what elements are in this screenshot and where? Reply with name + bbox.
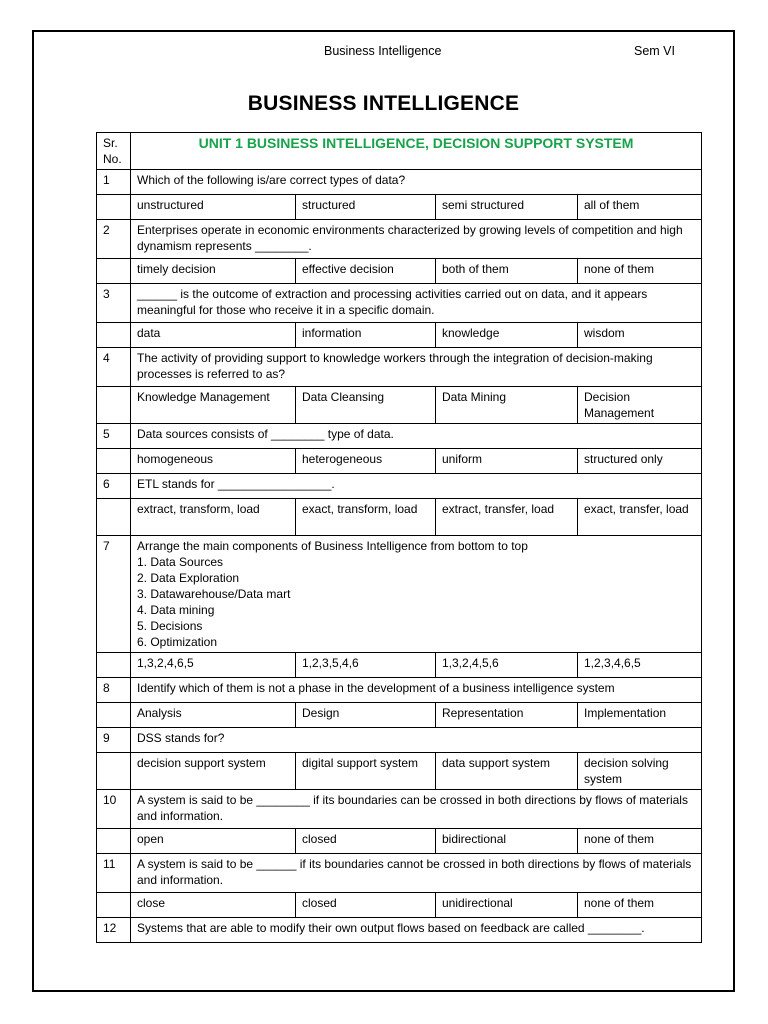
option-d: Decision Management — [578, 387, 702, 424]
component-list — [137, 554, 695, 650]
options-row — [97, 653, 702, 678]
option-b: closed — [296, 893, 436, 918]
question-number: 6 — [97, 474, 131, 499]
option-b: structured — [296, 195, 436, 220]
option-a: close — [131, 893, 296, 918]
unit-title: UNIT 1 BUSINESS INTELLIGENCE, DECISION SUPPORT SYSTEM — [131, 133, 702, 170]
option-c: uniform — [436, 449, 578, 474]
options-row — [97, 499, 702, 536]
option-c: semi structured — [436, 195, 578, 220]
question-row — [97, 728, 702, 753]
empty-cell — [97, 195, 131, 220]
question-text: Which of the following is/are correct types of data? — [131, 170, 702, 195]
question-number: 4 — [97, 348, 131, 387]
question-number: 9 — [97, 728, 131, 753]
question-row — [97, 678, 702, 703]
option-d: 1,2,3,4,6,5 — [578, 653, 702, 678]
option-a: decision support system — [131, 753, 296, 790]
list-item: 5. Decisions — [137, 619, 203, 633]
question-text: ______ is the outcome of extraction and processing activities carried out on data, and it appears meaningful for those who receive it in a specific domain. — [131, 284, 702, 323]
option-c: unidirectional — [436, 893, 578, 918]
option-b: closed — [296, 829, 436, 854]
empty-cell — [97, 703, 131, 728]
options-row — [97, 449, 702, 474]
option-a: Knowledge Management — [131, 387, 296, 424]
list-item: 2. Data Exploration — [137, 571, 240, 585]
option-b: information — [296, 323, 436, 348]
option-d: wisdom — [578, 323, 702, 348]
question-row — [97, 220, 702, 259]
option-d: none of them — [578, 829, 702, 854]
empty-cell — [97, 653, 131, 678]
options-row — [97, 195, 702, 220]
options-row — [97, 387, 702, 424]
option-d: none of them — [578, 893, 702, 918]
options-row — [97, 753, 702, 790]
question-row — [97, 170, 702, 195]
option-b: digital support system — [296, 753, 436, 790]
option-b: Design — [296, 703, 436, 728]
option-a: Analysis — [131, 703, 296, 728]
options-row — [97, 703, 702, 728]
empty-cell — [97, 387, 131, 424]
question-row — [97, 348, 702, 387]
question-row — [97, 536, 702, 653]
empty-cell — [97, 893, 131, 918]
question-row — [97, 424, 702, 449]
option-d: Implementation — [578, 703, 702, 728]
option-b: heterogeneous — [296, 449, 436, 474]
question-text: The activity of providing support to knowledge workers through the integration of decision-making processes is referred to as? — [131, 348, 702, 387]
option-c: data support system — [436, 753, 578, 790]
empty-cell — [97, 323, 131, 348]
list-item: 4. Data mining — [137, 603, 215, 617]
option-a: extract, transform, load — [131, 499, 296, 536]
options-row — [97, 893, 702, 918]
list-item: 1. Data Sources — [137, 555, 224, 569]
question-row — [97, 918, 702, 943]
question-text: Data sources consists of ________ type of data. — [131, 424, 702, 449]
option-d: none of them — [578, 259, 702, 284]
option-b: exact, transform, load — [296, 499, 436, 536]
table-header-row — [97, 133, 702, 170]
option-d: structured only — [578, 449, 702, 474]
question-row — [97, 284, 702, 323]
header-semester: Sem VI — [634, 44, 675, 58]
question-text: ETL stands for _________________. — [131, 474, 702, 499]
question-number: 7 — [97, 536, 131, 653]
question-text: DSS stands for? — [131, 728, 702, 753]
option-a: homogeneous — [131, 449, 296, 474]
option-c: knowledge — [436, 323, 578, 348]
question-row — [97, 474, 702, 499]
question-text: A system is said to be ______ if its boundaries cannot be crossed in both directions by flows of materials and information. — [131, 854, 702, 893]
sr-no-header: Sr. No. — [97, 133, 131, 170]
option-c: extract, transfer, load — [436, 499, 578, 536]
header-title: Business Intelligence — [324, 44, 442, 58]
page-frame — [32, 30, 735, 992]
option-c: both of them — [436, 259, 578, 284]
question-text: A system is said to be ________ if its boundaries can be crossed in both directions by flows of materials and information. — [131, 790, 702, 829]
option-b: Data Cleansing — [296, 387, 436, 424]
list-item: 3. Datawarehouse/Data mart — [137, 587, 291, 601]
option-c: bidirectional — [436, 829, 578, 854]
option-d: decision solving system — [578, 753, 702, 790]
empty-cell — [97, 829, 131, 854]
option-c: 1,3,2,4,5,6 — [436, 653, 578, 678]
page-title: BUSINESS INTELLIGENCE — [247, 92, 520, 115]
question-text: Systems that are able to modify their own output flows based on feedback are called ________. — [131, 918, 702, 943]
option-a: 1,3,2,4,6,5 — [131, 653, 296, 678]
question-text: Enterprises operate in economic environments characterized by growing levels of competition and high dynamism represents ________. — [131, 220, 702, 259]
question-number: 8 — [97, 678, 131, 703]
empty-cell — [97, 753, 131, 790]
option-a: data — [131, 323, 296, 348]
option-a: unstructured — [131, 195, 296, 220]
option-c: Representation — [436, 703, 578, 728]
option-b: effective decision — [296, 259, 436, 284]
question-row — [97, 854, 702, 893]
question-text: Arrange the main components of Business Intelligence from bottom to top — [137, 539, 528, 553]
question-row — [97, 790, 702, 829]
question-number: 12 — [97, 918, 131, 943]
option-c: Data Mining — [436, 387, 578, 424]
option-a: timely decision — [131, 259, 296, 284]
empty-cell — [97, 499, 131, 536]
question-text: Identify which of them is not a phase in the development of a business intelligence system — [131, 678, 702, 703]
list-item: 6. Optimization — [137, 635, 218, 649]
question-number: 1 — [97, 170, 131, 195]
empty-cell — [97, 259, 131, 284]
options-row — [97, 259, 702, 284]
question-number: 10 — [97, 790, 131, 829]
empty-cell — [97, 449, 131, 474]
question-table — [96, 132, 702, 943]
question-number: 11 — [97, 854, 131, 893]
question-number: 5 — [97, 424, 131, 449]
option-b: 1,2,3,5,4,6 — [296, 653, 436, 678]
options-row — [97, 829, 702, 854]
option-d: all of them — [578, 195, 702, 220]
question-number: 2 — [97, 220, 131, 259]
options-row — [97, 323, 702, 348]
question-cell — [131, 536, 702, 653]
question-number: 3 — [97, 284, 131, 323]
option-a: open — [131, 829, 296, 854]
option-d: exact, transfer, load — [578, 499, 702, 536]
